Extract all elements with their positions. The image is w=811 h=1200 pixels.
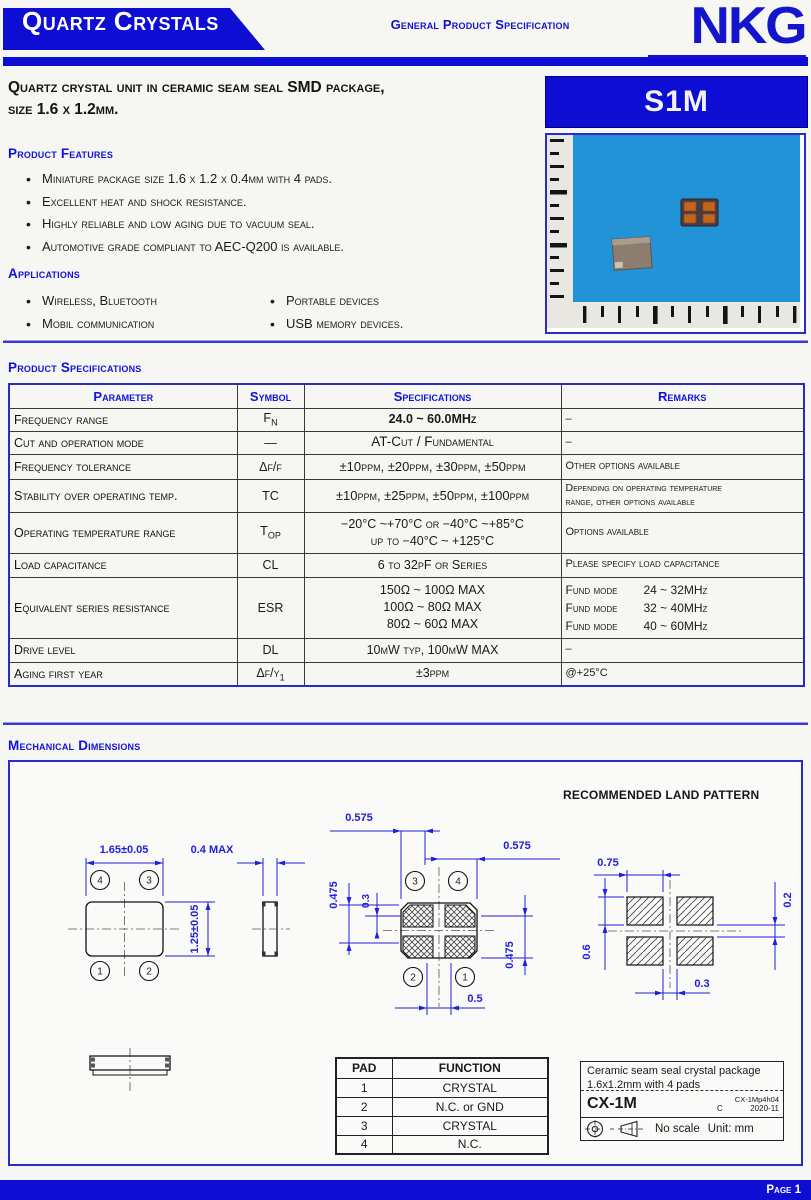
remarks-cell: Options available <box>561 512 804 553</box>
spec-table-header-row <box>9 384 804 408</box>
spec-row-operating-temp <box>9 512 804 553</box>
fund-mode-label: Fund mode <box>565 582 618 597</box>
fund-mode-label: Fund mode <box>565 618 618 633</box>
function-col-header: FUNCTION <box>392 1058 548 1078</box>
spec-line: up to −40°C ~ +125°C <box>370 533 495 548</box>
pad-number-circle: 2 <box>146 966 152 978</box>
doc-number: CX-1Mp4h04 <box>734 1095 779 1104</box>
fund-mode-range: 40 ~ 60MHz <box>643 618 708 633</box>
symbol-main: F <box>263 411 272 426</box>
parameter-cell: Operating temperature range <box>9 512 237 553</box>
doc-number-block <box>703 1095 783 1113</box>
drawing-land-pattern <box>580 840 805 1020</box>
remarks-cell: – <box>561 408 804 431</box>
part-number: CX-1M <box>587 1095 637 1112</box>
col-header-parameter: Parameter <box>9 384 237 408</box>
spec-cell: AT-Cut / Fundamental <box>304 431 561 454</box>
applications-heading: Applications <box>8 266 80 281</box>
spec-row-load-capacitance <box>9 553 804 577</box>
pad-number: 3 <box>336 1116 392 1135</box>
pad-table-row <box>336 1116 548 1135</box>
drawing-bottom-view <box>325 795 570 1020</box>
dim-lp-top: 0.75 <box>597 857 619 869</box>
symbol-cell <box>237 662 304 686</box>
features-list <box>22 168 542 258</box>
fund-mode-label: Fund mode <box>565 600 618 615</box>
dim-bv-right: 0.475 <box>504 941 516 969</box>
parameter-cell: Load capacitance <box>9 553 237 577</box>
spec-cell: 24.0 ~ 60.0MHz <box>304 408 561 431</box>
application-item: • Wireless, Bluetooth <box>22 290 262 313</box>
dim-lp-bottom: 0.3 <box>694 978 710 990</box>
spec-cell <box>304 577 561 638</box>
spec-cell: ±10ppm, ±25ppm, ±50ppm, ±100ppm <box>304 479 561 512</box>
spec-row-esr <box>9 577 804 638</box>
pad-number-circle: 1 <box>97 966 103 978</box>
parameter-cell: Equivalent series resistance <box>9 577 237 638</box>
pad-number: 1 <box>336 1078 392 1097</box>
remarks-line <box>566 599 800 617</box>
symbol-sub: 1 <box>279 672 285 682</box>
pad-number: 4 <box>336 1135 392 1154</box>
title-block-scale-row <box>581 1118 783 1140</box>
parameter-cell: Frequency tolerance <box>9 454 237 479</box>
pad-function: CRYSTAL <box>392 1078 548 1097</box>
dim-bv-left-inner: 0.3 <box>361 894 372 908</box>
dim-bv-bottom: 0.5 <box>467 993 483 1005</box>
pad-number-circle: 3 <box>412 876 418 888</box>
pad-number-circle: 4 <box>455 876 461 888</box>
revision: C <box>717 1104 723 1113</box>
pad-number-circle: 2 <box>410 972 416 984</box>
fund-mode-range: 24 ~ 32MHz <box>643 582 708 597</box>
page-number: Page 1 <box>766 1184 801 1196</box>
symbol-cell: CL <box>237 553 304 577</box>
pad-table-row <box>336 1097 548 1116</box>
remarks-cell: – <box>561 431 804 454</box>
spec-heading: Product Specifications <box>8 360 142 375</box>
scale-note: No scale <box>655 1123 700 1135</box>
col-header-remarks: Remarks <box>561 384 804 408</box>
page-title-line1: Quartz crystal unit in ceramic seam seal SMD package, <box>8 79 385 96</box>
spec-cell: 6 to 32pF or Series <box>304 553 561 577</box>
remarks-line <box>566 581 800 599</box>
spec-line: 80Ω ~ 60Ω MAX <box>386 616 479 631</box>
features-heading: Product Features <box>8 146 114 161</box>
remarks-cell <box>561 577 804 638</box>
pad-table-row <box>336 1135 548 1154</box>
revision-date: 2020-11 <box>750 1104 779 1113</box>
spec-table <box>8 383 805 687</box>
symbol-main: T <box>260 524 268 539</box>
applications-column-1 <box>22 290 262 335</box>
drawing-top-view <box>60 834 310 994</box>
symbol-main: Δf/y <box>256 665 280 680</box>
spec-line: 100Ω ~ 80Ω MAX <box>383 600 482 615</box>
dim-bv-top-left: 0.575 <box>345 812 373 824</box>
model-badge <box>545 76 808 128</box>
pad-number-circle: 4 <box>97 875 103 887</box>
page-footer <box>0 1180 811 1200</box>
feature-item: • Excellent heat and shock resistance. <box>22 191 542 214</box>
parameter-cell: Aging first year <box>9 662 237 686</box>
pad-function: N.C. or GND <box>392 1097 548 1116</box>
symbol-cell <box>237 512 304 553</box>
dim-thickness: 0.4 MAX <box>190 844 234 856</box>
pad-function: CRYSTAL <box>392 1116 548 1135</box>
drawing-title-block <box>580 1061 784 1141</box>
projection-symbol-icon <box>585 1119 647 1139</box>
pad-table-row <box>336 1078 548 1097</box>
fund-mode-range: 32 ~ 40MHz <box>643 600 708 615</box>
header-rule-bar <box>3 57 808 66</box>
symbol-cell: DL <box>237 638 304 662</box>
pad-col-header: PAD <box>336 1058 392 1078</box>
land-pattern-title: RECOMMENDED LAND PATTERN <box>563 788 760 802</box>
dim-width: 1.65±0.05 <box>99 844 149 856</box>
remarks-cell: Please specify load capacitance <box>561 553 804 577</box>
product-photo-image <box>547 135 800 328</box>
product-photo <box>545 133 806 334</box>
dim-height: 1.25±0.05 <box>189 904 201 954</box>
pad-function: N.C. <box>392 1135 548 1154</box>
pad-number: 2 <box>336 1097 392 1116</box>
spec-row-drive-level <box>9 638 804 662</box>
symbol-sub: OP <box>267 530 281 541</box>
application-item: • USB memory devices. <box>266 313 506 336</box>
drawing-side-profile <box>80 1048 180 1093</box>
section-divider <box>3 722 808 725</box>
remarks-cell <box>561 479 804 512</box>
pad-number-circle: 1 <box>462 972 468 984</box>
spec-cell: ±10ppm, ±20ppm, ±30ppm, ±50ppm <box>304 454 561 479</box>
title-block-part-row <box>581 1091 783 1118</box>
spec-line: 150Ω ~ 100Ω MAX <box>379 583 486 598</box>
spec-row-frequency-range <box>9 408 804 431</box>
parameter-cell: Frequency range <box>9 408 237 431</box>
page-title-line2: size 1.6 x 1.2mm. <box>8 101 119 118</box>
remarks-line: range, other options available <box>565 495 695 508</box>
remarks-cell: – <box>561 638 804 662</box>
revision-row <box>703 1104 779 1113</box>
feature-item: • Automotive grade compliant to AEC-Q200 is available. <box>22 236 542 259</box>
nkg-logo: NKG <box>690 0 806 55</box>
application-item: • Portable devices <box>266 290 506 313</box>
remarks-line: Depending on operating temperature <box>565 482 722 495</box>
spec-cell <box>304 512 561 553</box>
symbol-cell <box>237 408 304 431</box>
parameter-cell: Stability over operating temp. <box>9 479 237 512</box>
symbol-cell: ESR <box>237 577 304 638</box>
crystal-lid-view <box>612 237 652 271</box>
dim-lp-left: 0.6 <box>581 944 593 960</box>
mechanical-heading: Mechanical Dimensions <box>8 738 141 753</box>
spec-line: −20°C ~+70°C or −40°C ~+85°C <box>341 516 524 531</box>
spec-row-frequency-tolerance <box>9 454 804 479</box>
model-name: S1M <box>644 85 709 118</box>
title-block-description <box>581 1062 783 1091</box>
spec-row-aging <box>9 662 804 686</box>
remarks-cell: @+25°C <box>561 662 804 686</box>
symbol-sub: N <box>271 417 278 428</box>
dim-lp-right-label: 0.2 <box>782 892 794 908</box>
feature-item: • Miniature package size 1.6 x 1.2 x 0.4mm with 4 pads. <box>22 168 542 191</box>
header-banner-title: Quartz Crystals <box>22 6 219 36</box>
spec-cell: ±3ppm <box>304 662 561 686</box>
spec-row-stability <box>9 479 804 512</box>
mechanical-drawing-box <box>8 760 803 1166</box>
symbol-cell: — <box>237 431 304 454</box>
col-header-specifications: Specifications <box>304 384 561 408</box>
spec-cell: 10μW typ, 100μW MAX <box>304 638 561 662</box>
application-item: • Mobil communication <box>22 313 262 336</box>
doc-type-title: General Product Specification <box>390 17 570 32</box>
pad-function-table <box>335 1057 549 1155</box>
dim-bv-top-right: 0.575 <box>503 840 531 852</box>
crystal-pad-view <box>681 199 718 226</box>
page-title <box>8 77 538 121</box>
remarks-line <box>566 617 800 635</box>
description-line2: 1.6x1.2mm with 4 pads <box>587 1078 701 1091</box>
unit-note: Unit: mm <box>707 1123 754 1135</box>
symbol-cell: Δf/f <box>237 454 304 479</box>
description-line1: Ceramic seam seal crystal package <box>587 1065 761 1077</box>
symbol-cell: TC <box>237 479 304 512</box>
col-header-symbol: Symbol <box>237 384 304 408</box>
dim-bv-left-outer: 0.475 <box>328 881 340 909</box>
pad-table-header-row <box>336 1058 548 1078</box>
parameter-cell: Drive level <box>9 638 237 662</box>
feature-item: • Highly reliable and low aging due to vacuum seal. <box>22 213 542 236</box>
applications-column-2 <box>266 290 506 335</box>
spec-row-cut-mode <box>9 431 804 454</box>
remarks-cell: Other options available <box>561 454 804 479</box>
parameter-cell: Cut and operation mode <box>9 431 237 454</box>
section-divider <box>3 340 808 343</box>
pad-number-circle: 3 <box>146 875 152 887</box>
